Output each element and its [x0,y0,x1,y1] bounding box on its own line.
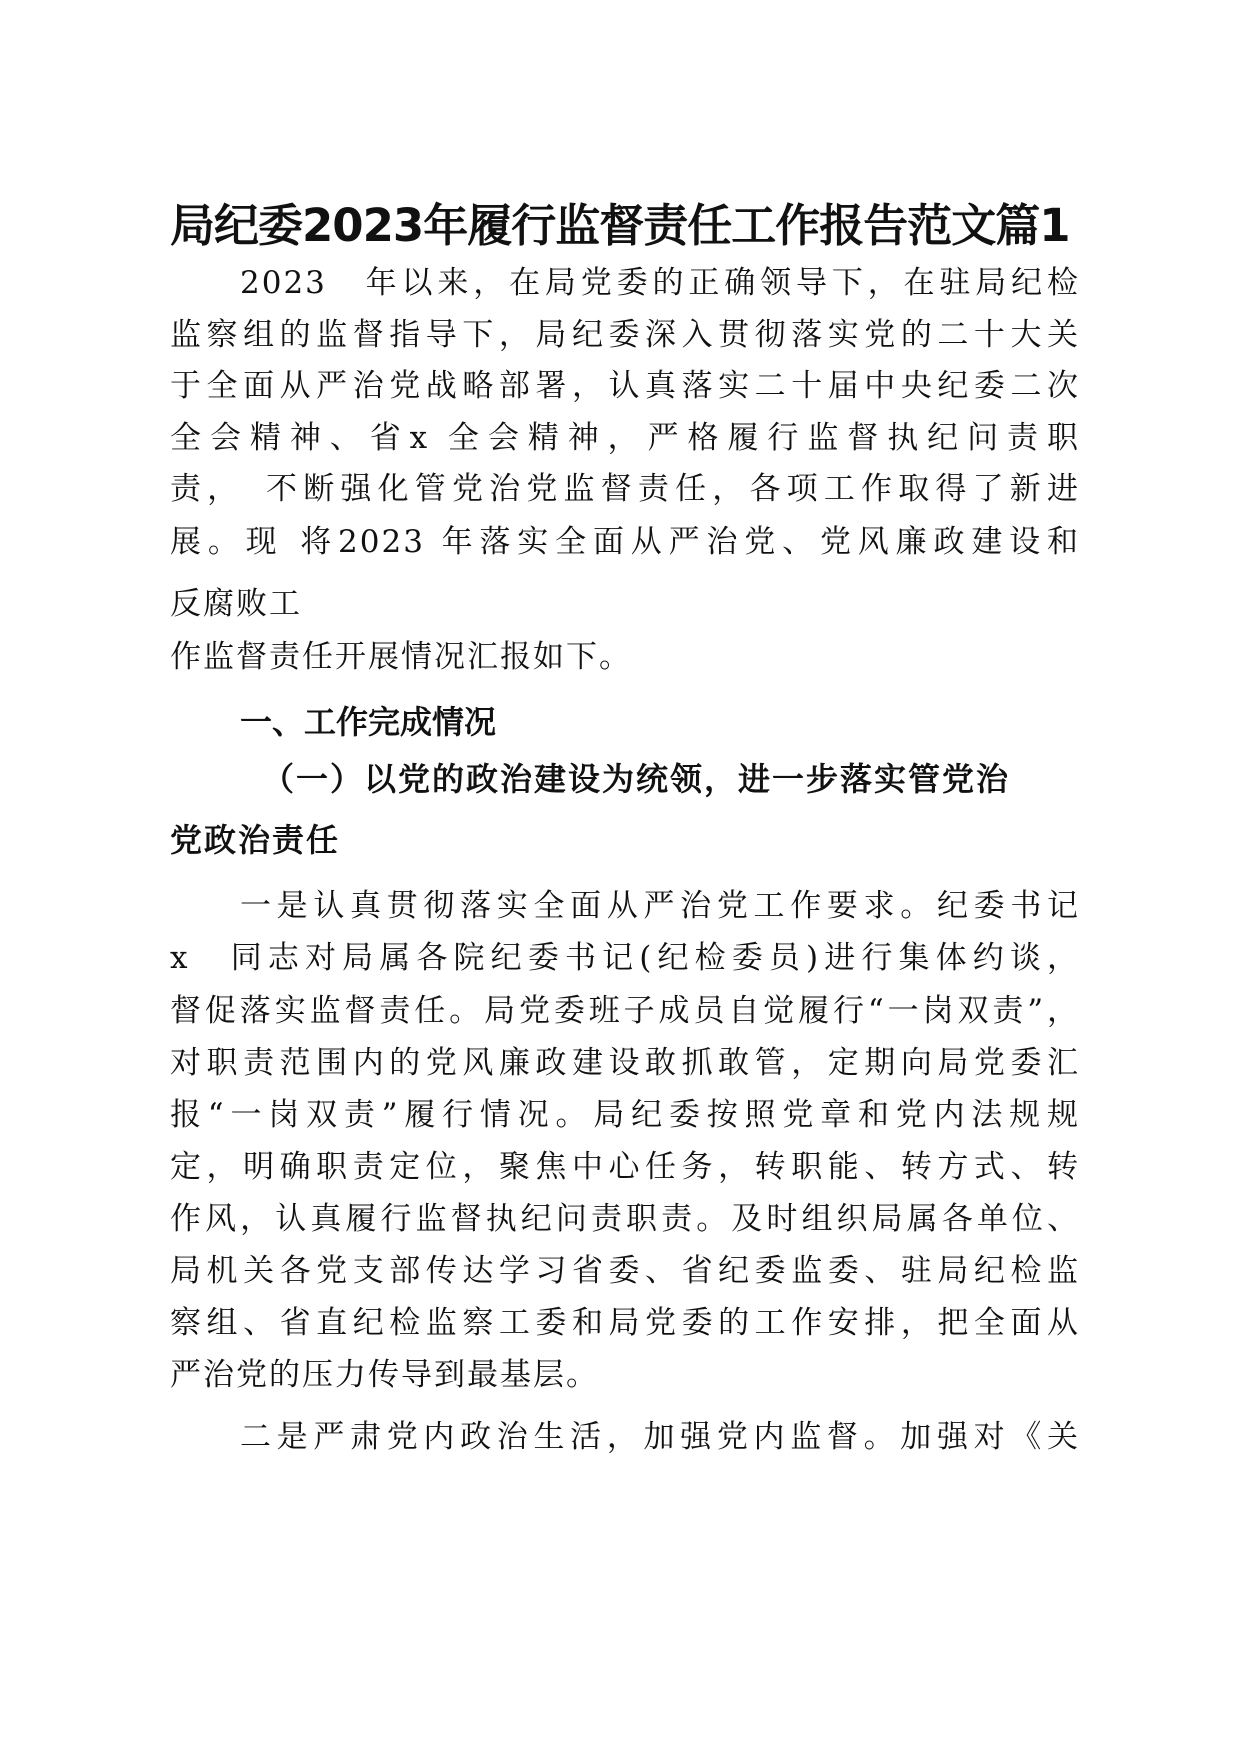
para1-line-10: 严治党的压力传导到最基层。 [170,1357,599,1393]
para1-line-1: 一是认真贯彻落实全面从严治党工作要求。纪委书记 [240,888,1080,924]
intro-line-2: 监察组的监督指导下，局纪委深入贯彻落实党的二十大关 [170,317,1080,353]
para1-line-3: 督促落实监督责任。局党委班子成员自觉履行“一岗双责”， [170,993,1080,1029]
intro-line-3: 于全面从严治党战略部署，认真落实二十届中央纪委二次 [170,368,1080,404]
intro-line-6: 展。现 将2023 年落实全面从严治党、党风廉政建设和 [170,524,1080,560]
intro-line-7: 反腐败工 [170,586,302,622]
section-heading: 一、工作完成情况 [240,703,497,741]
subsection-heading: （一）以党的政治建设为统领，进一步落实管党治 [262,760,1011,798]
para1-line-8: 局机关各党支部传达学习省委、省纪委监委、驻局纪检监 [170,1253,1080,1289]
para1-line-4: 对职责范围内的党风廉政建设敢抓敢管，定期向局党委汇 [170,1045,1080,1081]
intro-line-5: 责， 不断强化管党治党监督责任，各项工作取得了新进 [170,471,1080,507]
document-title: 局纪委2023年履行监督责任工作报告范文篇1 [170,199,1070,252]
intro-line-1: 2023 年以来，在局党委的正确领导下，在驻局纪检 [240,265,1080,301]
para1-line-5: 报“一岗双责”履行情况。局纪委按照党章和党内法规规 [170,1097,1080,1133]
para1-line-6: 定，明确职责定位，聚焦中心任务，转职能、转方式、转 [170,1149,1080,1185]
para1-line-9: 察组、省直纪检监察工委和局党委的工作安排，把全面从 [170,1305,1080,1341]
intro-line-4: 全会精神、省x 全会精神，严格履行监督执纪问责职 [170,420,1080,456]
para2-line-1: 二是严肃党内政治生活，加强党内监督。加强对《关 [240,1419,1080,1455]
subsection-heading-continued: 党政治责任 [170,821,341,859]
para1-line-7: 作风，认真履行监督执纪问责职责。及时组织局属各单位、 [170,1201,1080,1237]
para1-line-2: x 同志对局属各院纪委书记(纪检委员)进行集体约谈， [170,940,1080,976]
intro-line-8: 作监督责任开展情况汇报如下。 [170,639,632,675]
